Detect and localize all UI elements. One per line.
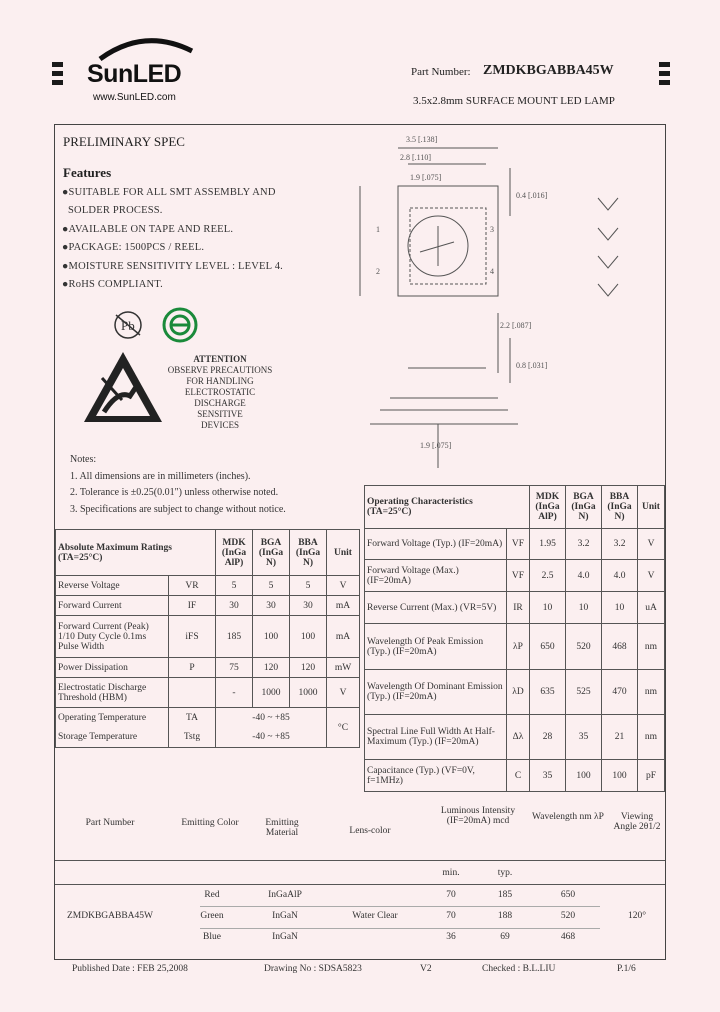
wl-cell: 468: [560, 932, 576, 942]
color-cell: Red: [204, 890, 220, 900]
part-number-cell: ZMDKBGABBA45W: [66, 911, 154, 921]
value-cell: 10: [602, 592, 638, 624]
param-cell: Storage Temperature: [56, 728, 169, 748]
value-cell: 2.5: [530, 560, 566, 592]
margin-mark: [659, 80, 670, 85]
value-cell: 3.2: [602, 529, 638, 560]
angle-cell: 120°: [627, 911, 647, 921]
value-cell: 5: [253, 576, 290, 596]
material-cell: InGaN: [272, 932, 298, 942]
feature-item: ●PACKAGE: 1500PCS / REEL.: [62, 242, 205, 253]
wl-cell: 650: [560, 890, 576, 900]
param-cell: Forward Current: [56, 596, 169, 616]
value-cell: -40 ~ +85: [216, 708, 327, 728]
unit-cell: nm: [638, 624, 665, 670]
unit-cell: pF: [638, 760, 665, 792]
divider: [55, 884, 665, 885]
op-char-table: [364, 485, 665, 792]
abs-max-table: [55, 529, 360, 748]
margin-mark: [52, 71, 63, 76]
product-subtitle: 3.5x2.8mm SURFACE MOUNT LED LAMP: [413, 95, 615, 107]
unit-cell: V: [327, 576, 360, 596]
value-cell: 100: [602, 760, 638, 792]
value-cell: 10: [530, 592, 566, 624]
unit-cell: V: [327, 678, 360, 708]
brand-logo: SunLED: [87, 60, 182, 88]
sym-cell: λP: [507, 624, 530, 670]
value-cell: 635: [530, 670, 566, 715]
param-cell: Capacitance (Typ.) (VF=0V, f=1MHz): [365, 760, 507, 792]
parts-head: Wavelength nm λP: [532, 812, 604, 822]
value-cell: 35: [530, 760, 566, 792]
margin-mark: [52, 80, 63, 85]
note-item: 3. Specifications are subject to change without notice.: [70, 504, 286, 515]
value-cell: 30: [216, 596, 253, 616]
value-cell: 28: [530, 715, 566, 760]
param-cell: Forward Voltage (Typ.) (IF=20mA): [365, 529, 507, 560]
divider: [200, 928, 600, 929]
value-cell: -: [216, 678, 253, 708]
value-cell: 30: [253, 596, 290, 616]
value-cell: 100: [566, 760, 602, 792]
parts-subhead: min.: [442, 868, 460, 878]
pin-label: 2: [376, 267, 380, 276]
sym-cell: iFS: [169, 616, 216, 658]
param-cell: Power Dissipation: [56, 658, 169, 678]
param-cell: Spectral Line Full Width At Half-Maximum (Typ.) (IF=20mA): [365, 715, 507, 760]
pb-free-icon: [110, 309, 146, 341]
feature-item: ●RoHS COMPLIANT.: [62, 279, 163, 290]
esd-line: FOR HANDLING: [186, 376, 254, 386]
parts-head: Luminous Intensity (IF=20mA) mcd: [440, 806, 516, 826]
dim-label: 0.8 [.031]: [516, 361, 548, 370]
rohs-e-icon: [160, 306, 200, 344]
sym-cell: C: [507, 760, 530, 792]
unit-cell: V: [638, 529, 665, 560]
param-cell: Electrostatic Discharge Threshold (HBM): [56, 678, 169, 708]
value-cell: 120: [253, 658, 290, 678]
col-head: BBA (InGa N): [602, 486, 638, 529]
sym-cell: P: [169, 658, 216, 678]
typ-cell: 188: [497, 911, 513, 921]
value-cell: 30: [290, 596, 327, 616]
dim-label: 0.4 [.016]: [516, 191, 548, 200]
feature-item: SOLDER PROCESS.: [68, 205, 163, 216]
unit-cell: mW: [327, 658, 360, 678]
note-item: 1. All dimensions are in millimeters (inches).: [70, 471, 251, 482]
divider: [55, 860, 665, 861]
parts-head: Viewing Angle 2θ1/2: [613, 812, 661, 832]
part-label: Part Number:: [411, 66, 471, 78]
pin-label: 1: [376, 225, 380, 234]
col-head: BGA (InGa N): [566, 486, 602, 529]
prelim-title: PRELIMINARY SPEC: [63, 134, 185, 149]
parts-head: Lens-color: [349, 826, 391, 836]
notes-title: Notes:: [70, 454, 97, 465]
feature-item: ●MOISTURE SENSITIVITY LEVEL : LEVEL 4.: [62, 261, 283, 272]
margin-mark: [659, 71, 670, 76]
brand-url: www.SunLED.com: [93, 92, 176, 103]
value-cell: 470: [602, 670, 638, 715]
material-cell: InGaAlP: [268, 890, 302, 900]
sym-cell: VF: [507, 529, 530, 560]
feature-item: ●AVAILABLE ON TAPE AND REEL.: [62, 224, 234, 235]
color-cell: Green: [200, 911, 224, 921]
param-cell: Reverse Current (Max.) (VR=5V): [365, 592, 507, 624]
lens-cell: Water Clear: [352, 911, 398, 921]
dim-label: 2.2 [.087]: [500, 321, 532, 330]
value-cell: -40 ~ +85: [216, 728, 327, 748]
drawing-number: Drawing No : SDSA5823: [264, 964, 362, 974]
parts-subhead: typ.: [497, 868, 513, 878]
parts-head: Part Number: [85, 818, 135, 828]
svg-text:Pb: Pb: [121, 318, 135, 333]
page-number: P.1/6: [617, 964, 636, 974]
part-number: ZMDKBGABBA45W: [483, 63, 614, 78]
pin-label: 3: [490, 225, 494, 234]
value-cell: 3.2: [566, 529, 602, 560]
dim-label: 3.5 [.138]: [406, 135, 438, 144]
value-cell: 4.0: [566, 560, 602, 592]
sym-cell: VR: [169, 576, 216, 596]
abs-max-cond: (TA=25°C): [58, 552, 103, 563]
value-cell: 75: [216, 658, 253, 678]
value-cell: 5: [290, 576, 327, 596]
sym-cell: VF: [507, 560, 530, 592]
color-cell: Blue: [203, 932, 221, 942]
sym-cell: Δλ: [507, 715, 530, 760]
logo-arc-icon: [96, 33, 196, 61]
unit-cell: uA: [638, 592, 665, 624]
value-cell: 468: [602, 624, 638, 670]
col-head: BGA (InGa N): [253, 530, 290, 576]
unit-cell: °C: [327, 708, 360, 748]
value-cell: 1000: [253, 678, 290, 708]
value-cell: 21: [602, 715, 638, 760]
note-item: 2. Tolerance is ±0.25(0.01") unless otherwise noted.: [70, 487, 279, 498]
unit-cell: mA: [327, 616, 360, 658]
dim-label: 2.8 [.110]: [400, 153, 432, 162]
esd-line: SENSITIVE: [197, 409, 243, 419]
wl-cell: 520: [560, 911, 576, 921]
sym-cell: [169, 678, 216, 708]
dim-label: 1.9 [.075]: [420, 441, 452, 450]
parts-head: Emitting Material: [265, 818, 299, 838]
sym-cell: IF: [169, 596, 216, 616]
features-heading: Features: [63, 165, 112, 180]
material-cell: InGaN: [272, 911, 298, 921]
col-head: BBA (InGa N): [290, 530, 327, 576]
value-cell: 5: [216, 576, 253, 596]
unit-cell: V: [638, 560, 665, 592]
value-cell: 525: [566, 670, 602, 715]
sym-cell: Tstg: [169, 728, 216, 748]
package-drawing: [350, 128, 660, 473]
pin-label: 4: [490, 267, 494, 276]
value-cell: 100: [290, 616, 327, 658]
value-cell: 10: [566, 592, 602, 624]
col-head: MDK (InGa AlP): [216, 530, 253, 576]
param-cell: Wavelength Of Dominant Emission (Typ.) (IF=20mA): [365, 670, 507, 715]
dim-label: 1.9 [.075]: [410, 173, 442, 182]
published-date: Published Date : FEB 25,2008: [72, 964, 188, 974]
value-cell: 100: [253, 616, 290, 658]
typ-cell: 185: [497, 890, 513, 900]
sym-cell: TA: [169, 708, 216, 728]
op-cond: (TA=25°C): [367, 507, 412, 517]
unit-cell: nm: [638, 670, 665, 715]
min-cell: 36: [446, 932, 456, 942]
col-head: MDK (InGa AlP): [530, 486, 566, 529]
param-cell: Operating Temperature: [56, 708, 169, 728]
esd-line: ELECTROSTATIC: [184, 387, 256, 397]
op-title: Operating Characteristics: [367, 497, 473, 507]
value-cell: 1000: [290, 678, 327, 708]
margin-mark: [52, 62, 63, 67]
esd-line: ATTENTION: [193, 354, 247, 364]
value-cell: 650: [530, 624, 566, 670]
typ-cell: 69: [500, 932, 510, 942]
col-head: Unit: [638, 486, 665, 529]
divider: [200, 906, 600, 907]
min-cell: 70: [446, 890, 456, 900]
checked-by: Checked : B.L.LIU: [482, 964, 556, 974]
value-cell: 4.0: [602, 560, 638, 592]
abs-max-title: Absolute Maximum Ratings: [58, 542, 173, 553]
esd-line: DEVICES: [201, 420, 239, 430]
value-cell: 185: [216, 616, 253, 658]
esd-line: OBSERVE PRECAUTIONS: [167, 365, 273, 375]
value-cell: 120: [290, 658, 327, 678]
margin-mark: [659, 62, 670, 67]
version: V2: [420, 964, 432, 974]
param-cell: Wavelength Of Peak Emission (Typ.) (IF=20mA): [365, 624, 507, 670]
parts-head: Emitting Color: [181, 818, 239, 828]
value-cell: 520: [566, 624, 602, 670]
unit-cell: mA: [327, 596, 360, 616]
sym-cell: IR: [507, 592, 530, 624]
value-cell: 1.95: [530, 529, 566, 560]
value-cell: 35: [566, 715, 602, 760]
unit-cell: nm: [638, 715, 665, 760]
min-cell: 70: [446, 911, 456, 921]
esd-line: DISCHARGE: [194, 398, 246, 408]
col-head: Unit: [327, 530, 360, 576]
param-cell: Forward Voltage (Max.) (IF=20mA): [365, 560, 507, 592]
param-cell: Reverse Voltage: [56, 576, 169, 596]
feature-item: ●SUITABLE FOR ALL SMT ASSEMBLY AND: [62, 187, 276, 198]
sym-cell: λD: [507, 670, 530, 715]
param-cell: Forward Current (Peak) 1/10 Duty Cycle 0.1ms Pulse Width: [56, 616, 169, 658]
